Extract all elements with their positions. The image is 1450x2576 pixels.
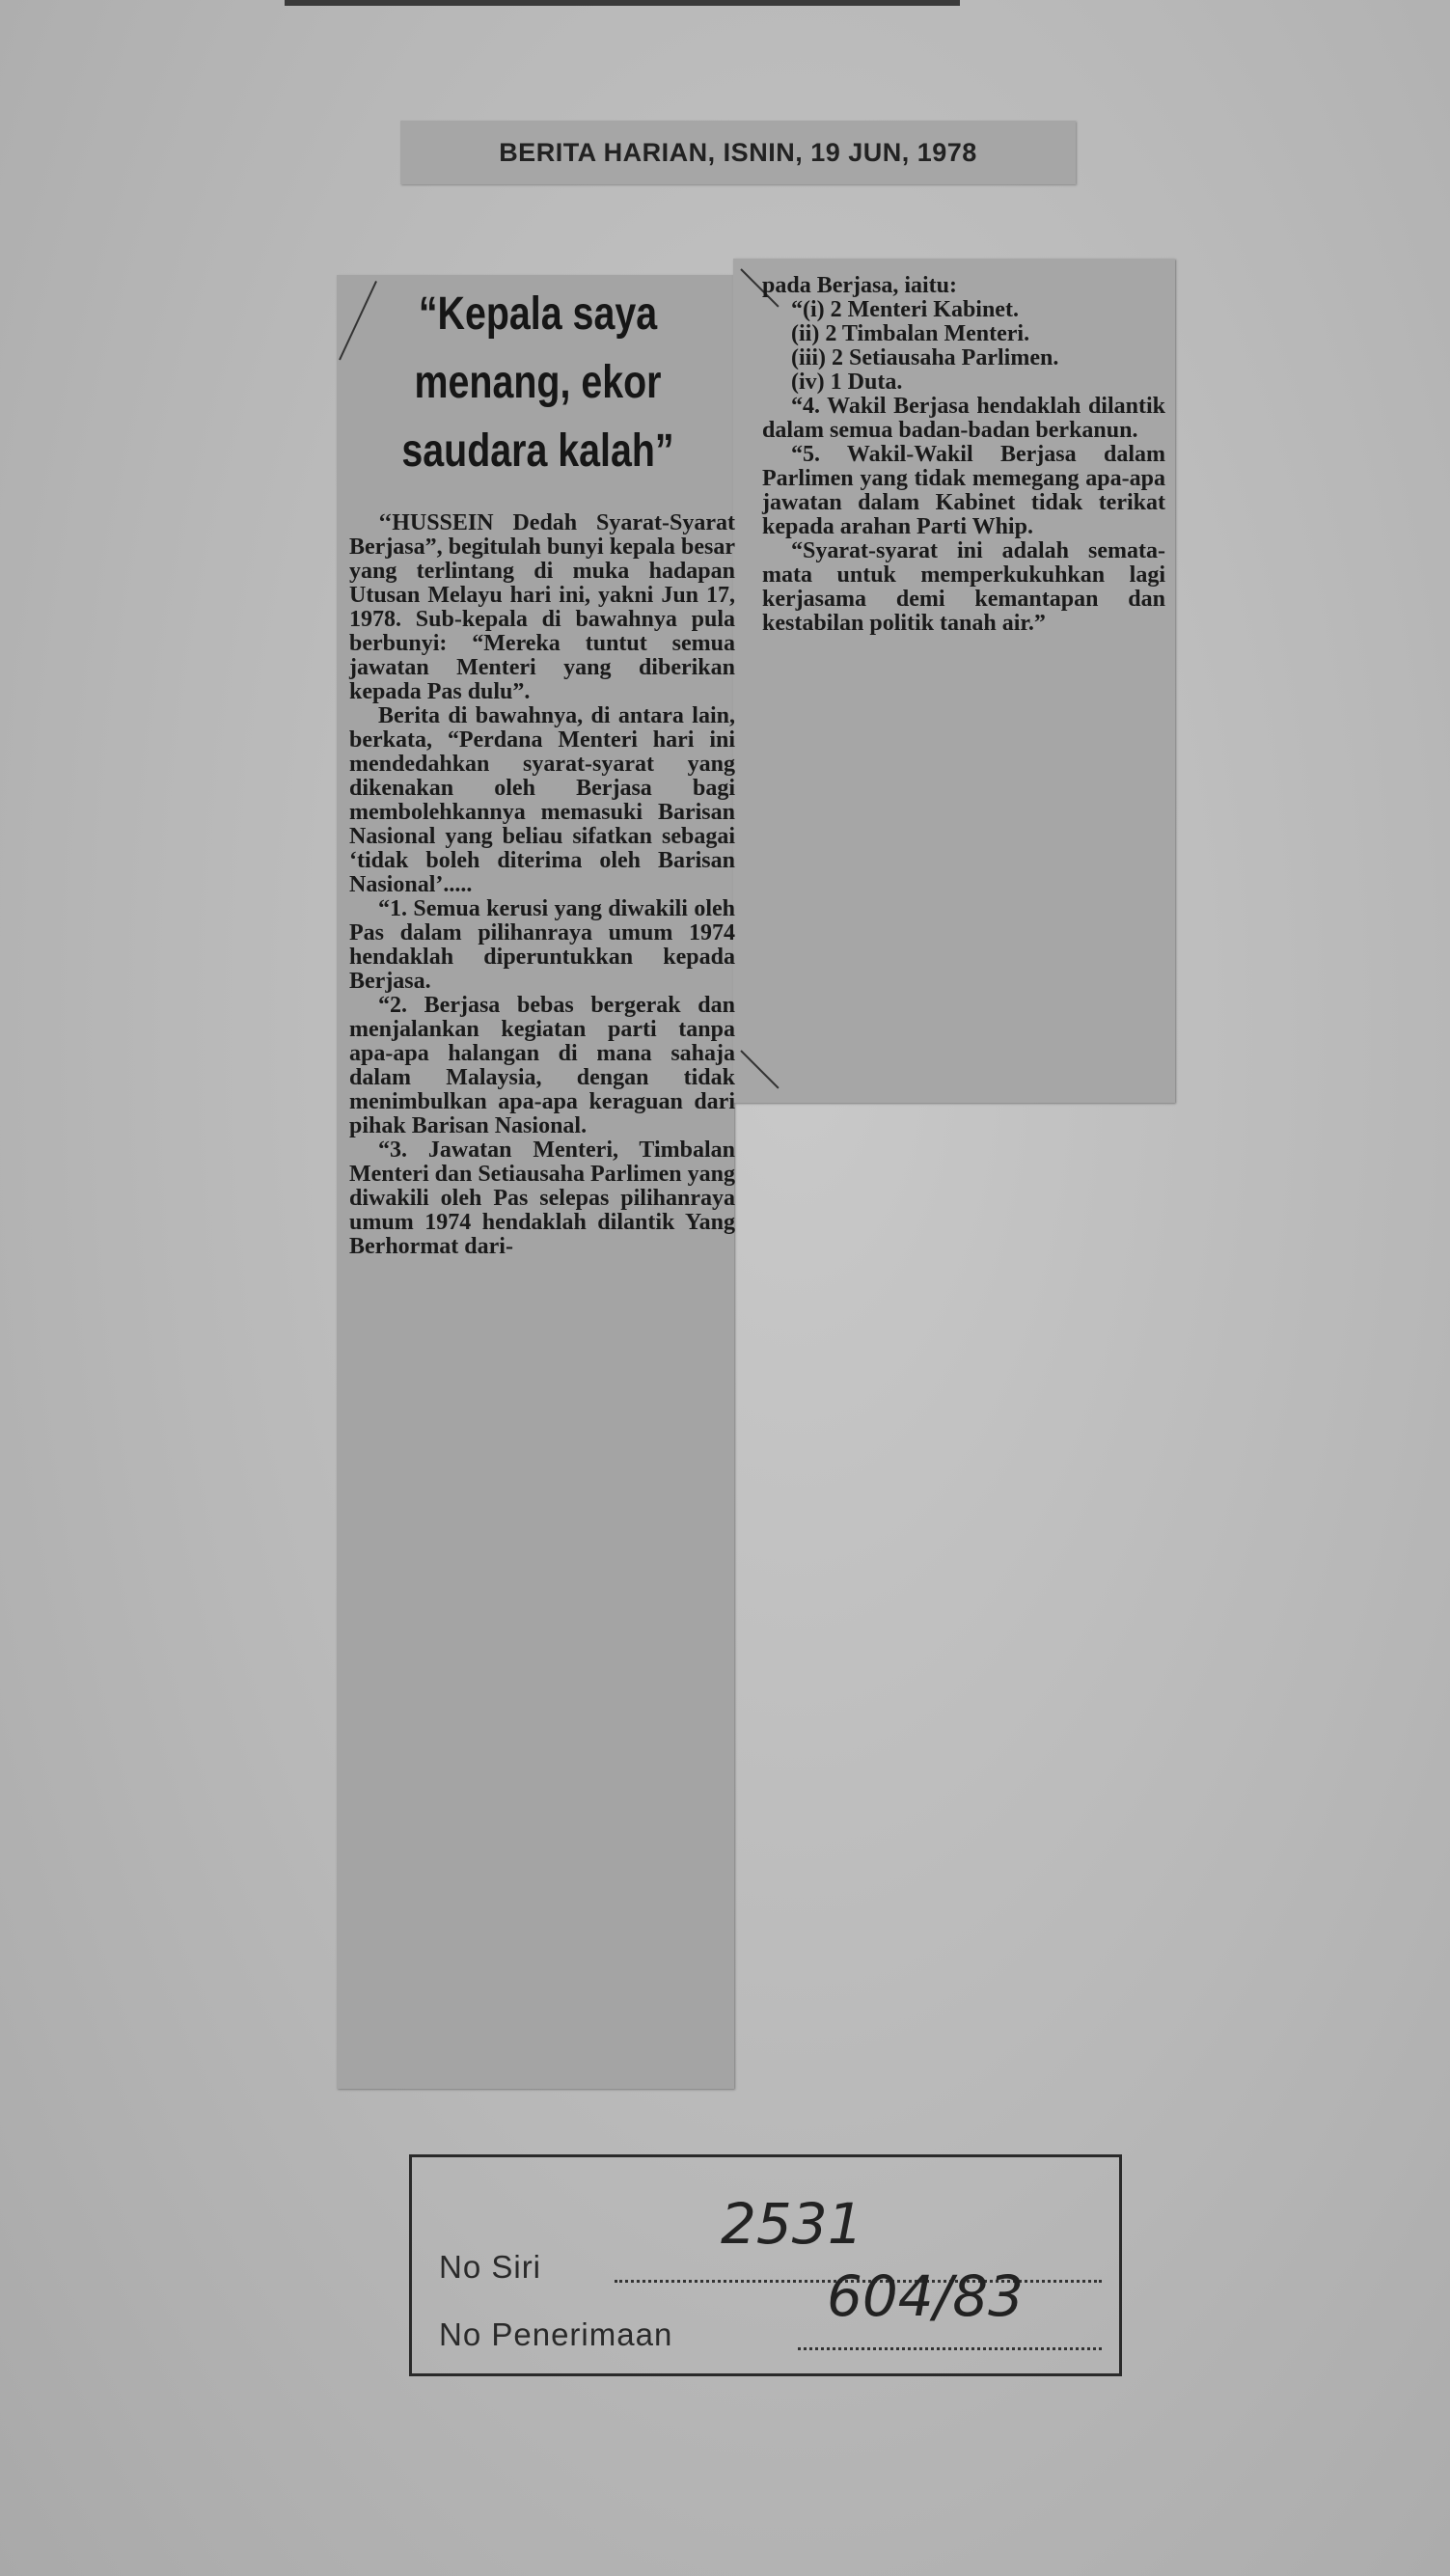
paragraph: “5. Wakil-Wakil Berjasa dalam Parlimen yang tidak memegang apa-apa jawatan dalam Kabinet tidak terikat kepada arahan Parti Whip. xyxy=(762,442,1165,539)
newspaper-dateline-strip xyxy=(400,121,1076,184)
paragraph: “Syarat-syarat ini adalah semata-mata untuk memperkukuhkan lagi kerjasama demi kemantapan dan kestabilan politik tanah air.” xyxy=(762,538,1165,636)
article-headline: “Kepala saya menang, ekor saudara kalah” xyxy=(401,288,674,477)
paragraph: “3. Jawatan Menteri, Timbalan Menteri dan Setiausaha Parlimen yang diwakili oleh Pas selepas pilihanraya umum 1974 hendaklah dilantik Yang Berhormat dari- xyxy=(349,1137,735,1259)
paragraph-continuation: pada Berjasa, iaitu: xyxy=(762,273,958,298)
list-item: “(i) 2 Menteri Kabinet. xyxy=(791,297,1019,322)
list-item: (iii) 2 Setiausaha Parlimen. xyxy=(791,345,1059,370)
dateline-text: BERITA HARIAN, ISNIN, 19 JUN, 1978 xyxy=(499,137,977,167)
paragraph: ‘‘HUSSEIN Dedah Syarat-Syarat Berjasa”, begitulah bunyi kepala besar yang terlintang di muka hadapan Utusan Melayu hari ini, yakni Jun 17, 1978. Sub-kepala di bawahnya pula berbunyi: “Mereka tuntut semua jawatan Menteri yang diberikan kepada Pas dulu”. xyxy=(349,510,735,704)
list-item: (iv) 1 Duta. xyxy=(791,370,903,395)
no-penerimaan-dotted-line xyxy=(798,2347,1102,2350)
left-column-text xyxy=(349,511,735,1259)
no-siri-handwritten-value: 2531 xyxy=(721,2191,863,2257)
no-siri-label: No Siri xyxy=(439,2249,542,2285)
paragraph: “1. Semua kerusi yang diwakili oleh Pas dalam pilihanraya umum 1974 hendaklah diperuntukkan kepada Berjasa. xyxy=(349,896,735,994)
list-item: (ii) 2 Timbalan Menteri. xyxy=(791,321,1030,346)
archive-registration-stamp xyxy=(409,2154,1122,2376)
paragraph: Berita di bawahnya, di antara lain, berkata, “Perdana Menteri hari ini mendedahkan syarat-syarat yang dikenakan oleh Berjasa bagi membolehkannya memasuki Barisan Nasional yang beliau sifatkan sebagai ‘tidak boleh diterima oleh Barisan Nasional’..... xyxy=(349,703,735,897)
no-penerimaan-handwritten-value: 604/83 xyxy=(827,2263,1025,2329)
paragraph: “2. Berjasa bebas bergerak dan menjalankan kegiatan parti tanpa apa-apa halangan di mana sahaja dalam Malaysia, dengan tidak menimbulkan apa-apa keraguan dari pihak Barisan Nasional. xyxy=(349,993,735,1138)
paragraph: “4. Wakil Berjasa hendaklah dilantik dalam semua badan-badan berkanun. xyxy=(762,394,1165,443)
right-column-text xyxy=(762,274,1165,636)
top-edge-line xyxy=(285,0,960,6)
no-penerimaan-label: No Penerimaan xyxy=(439,2316,673,2352)
